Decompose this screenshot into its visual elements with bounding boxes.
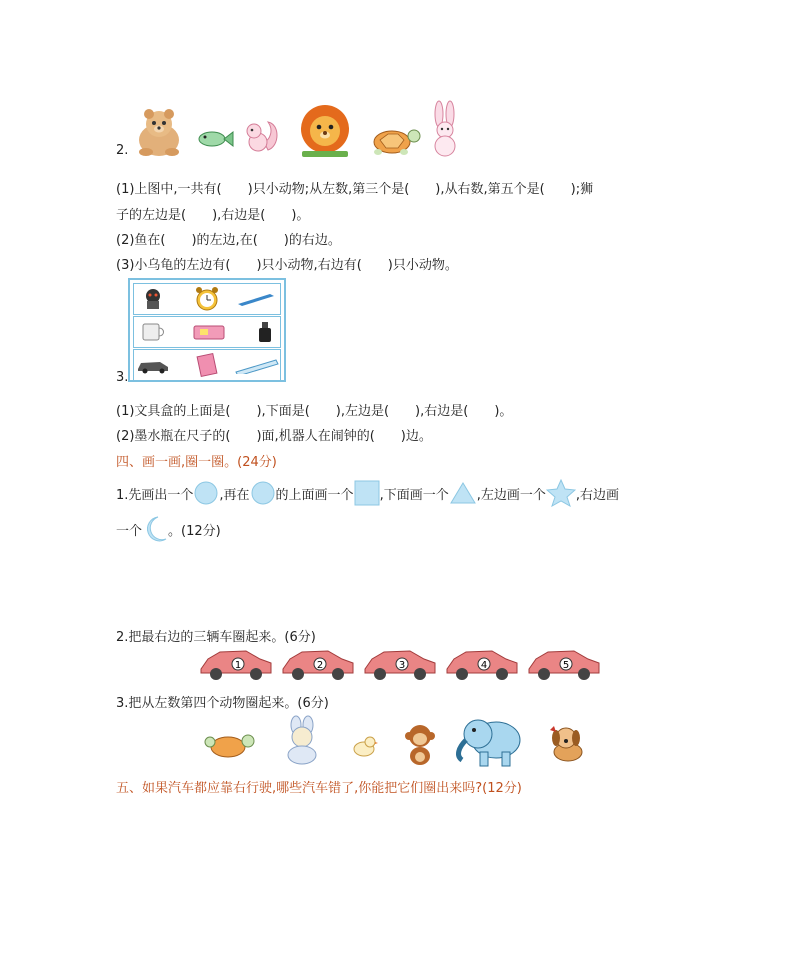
car-number: 4 [480, 660, 488, 671]
q3-line1: (1)文具盒的上面是( ),下面是( ),左边是( ),右边是( )。 [116, 404, 513, 419]
q2-line1: (1)上图中,一共有( )只小动物;从左数,第三个是( ),从右数,第五个是( );狮 [116, 182, 594, 197]
q3-line2: (2)墨水瓶在尺子的( )面,机器人在闹钟的( )边。 [116, 429, 432, 444]
section4-q3: 3.把从左数第四个动物圈起来。(6分) [116, 696, 329, 711]
robot-icon [140, 286, 166, 312]
stationery-grid [128, 278, 286, 382]
q2-line4: (3)小乌龟的左边有( )只小动物,右边有( )只小动物。 [116, 258, 458, 273]
rabbit-icon [280, 715, 324, 765]
q1-text-g: 一个 [116, 523, 143, 539]
q1-text-c: 的上面画一个 [275, 487, 354, 503]
q2-line3: (2)鱼在( )的左边,在( )的右边。 [116, 233, 341, 248]
squirrel-icon [240, 118, 280, 154]
car-number: 5 [562, 660, 570, 671]
car-2 [280, 643, 356, 683]
q1-text-e: ,左边画一个 [476, 487, 546, 503]
section4-q2: 2.把最右边的三辆车圈起来。(6分) [116, 630, 316, 645]
elephant-icon [452, 712, 524, 770]
bear-icon [132, 108, 186, 158]
pencil-case-icon [192, 322, 226, 342]
moon-shape [142, 515, 168, 543]
alarm-clock-icon [194, 284, 220, 312]
car-row [198, 643, 602, 683]
section5-title: 五、如果汽车都应靠右行驶,哪些汽车错了,你能把它们圈出来吗?(12分) [116, 781, 522, 796]
car-4 [444, 643, 520, 683]
ruler-icon [234, 358, 280, 374]
rabbit-icon [428, 100, 462, 158]
q3-number: 3. [116, 370, 129, 385]
circle-shape [250, 480, 276, 506]
pen-icon [236, 292, 276, 306]
car-1 [198, 643, 274, 683]
star-shape [546, 479, 576, 507]
section4-title: 四、画一画,圈一圈。(24分) [116, 455, 277, 470]
cup-icon [140, 320, 166, 344]
q2-number: 2. [116, 143, 129, 158]
car-number: 1 [234, 660, 242, 671]
chick-icon [350, 734, 378, 758]
q1-text-d: ,下面画一个 [379, 487, 449, 503]
car-5 [526, 643, 602, 683]
q2-line2: 子的左边是( ),右边是( )。 [116, 208, 310, 223]
q1-text-h: 。(12分) [168, 523, 221, 539]
book-icon [196, 352, 218, 378]
q1-text-b: ,再在 [219, 487, 250, 503]
car-number: 2 [316, 660, 324, 671]
car-number: 3 [398, 660, 406, 671]
ink-bottle-icon [256, 320, 274, 344]
triangle-shape [449, 481, 477, 505]
circle-shape [193, 480, 219, 506]
q1-text-a: 1.先画出一个 [116, 487, 194, 503]
car-icon [136, 358, 170, 374]
turtle-icon [366, 124, 422, 156]
square-shape [354, 480, 380, 506]
fish-icon [196, 128, 234, 150]
lion-icon [298, 103, 352, 159]
section4-q1-line1 [116, 478, 619, 508]
monkey-icon [402, 722, 438, 766]
turtle-icon [202, 730, 256, 760]
dog-icon [546, 722, 588, 764]
q1-text-f: ,右边画 [575, 487, 619, 503]
car-3 [362, 643, 438, 683]
section4-q1-line2 [116, 514, 221, 544]
